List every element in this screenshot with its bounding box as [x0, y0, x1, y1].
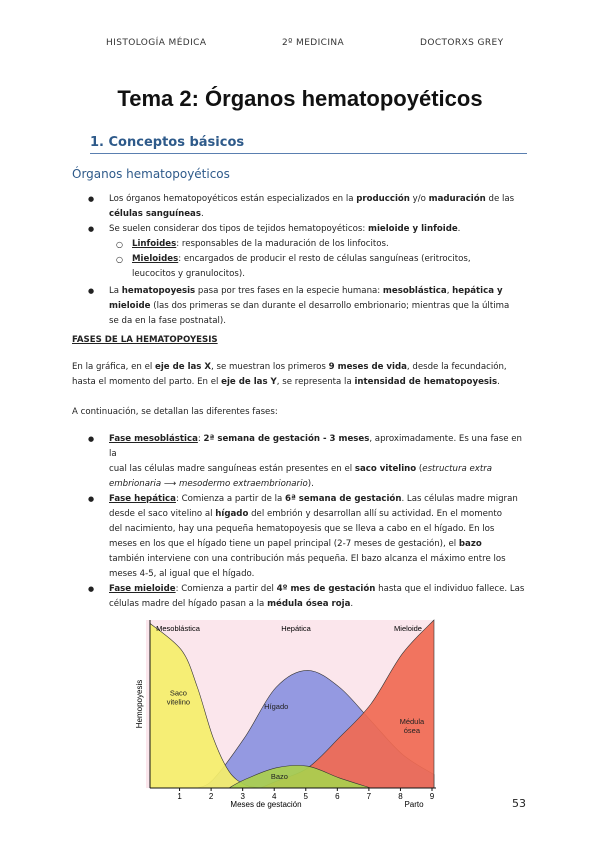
series-label-saco-vitelino: [167, 689, 190, 707]
subsection-heading: Órganos hematopoyéticos: [72, 167, 230, 181]
series-label-line: Bazo: [270, 771, 288, 781]
header-right: DOCTORXS GREY: [420, 38, 504, 48]
hematopoiesis-chart: [135, 620, 446, 810]
x-end-label: Parto: [404, 800, 424, 809]
page-number: 53: [512, 797, 526, 810]
series-label-hígado: [264, 702, 288, 711]
list-item: ● Fase mesoblástica: 2ª semana de gestación - 3 meses, aproximadamente. Es una fase en la cual las células madre sanguíneas están presentes en el saco vitelino (estructura extra embrionaria ⟶ mesodermo extraembrionario).: [72, 432, 527, 492]
header-left: HISTOLOGÍA MÉDICA: [106, 38, 207, 48]
series-label-line: Saco: [169, 688, 187, 698]
x-tick-label: 2: [208, 792, 214, 801]
series-label-bazo: [271, 772, 288, 781]
series-label-line: ósea: [403, 726, 421, 736]
header-center: 2º MEDICINA: [282, 38, 345, 48]
y-axis-label: Hemopoyesis: [135, 679, 144, 729]
series-label-line: Hígado: [264, 702, 289, 712]
list-item: ● Los órganos hematopoyéticos están especializados en la producción y/o maduración de las células sanguíneas.: [72, 192, 527, 222]
x-axis-label: Meses de gestación: [230, 800, 302, 809]
list-item: ● Se suelen considerar dos tipos de tejidos hematopoyéticos: mieloide y linfoide.: [72, 222, 527, 237]
list-item: ● Fase mieloide: Comienza a partir del 4º mes de gestación hasta que el individuo fallece. Las células madre del hígado pasan a la médula ósea roja.: [72, 582, 527, 612]
x-tick-label: 1: [177, 792, 182, 801]
x-tick-label: 4: [271, 792, 277, 801]
section-heading: 1. Conceptos básicos: [90, 135, 527, 154]
x-tick-label: 6: [335, 792, 340, 801]
concepts-list: [72, 192, 527, 329]
paragraph-intro: A continuación, se detallan las diferentes fases:: [72, 407, 278, 417]
phases-list: [72, 432, 527, 612]
x-tick-label: 3: [240, 792, 245, 801]
phase-label-hepatica: Hepática: [281, 624, 311, 633]
series-label-line: Médula: [399, 717, 425, 727]
fases-heading: FASES DE LA HEMATOPOYESIS: [72, 335, 218, 345]
series-label-line: vitelino: [166, 697, 191, 707]
phase-label-mesoblastica: Mesoblástica: [156, 624, 200, 633]
x-tick-label: 9: [429, 792, 435, 801]
sub-list-item: ○ Linfoides: responsables de la maduración de los linfocitos.: [72, 237, 527, 252]
phase-label-mieloide: Mieloide: [394, 624, 422, 633]
x-tick-label: 8: [398, 792, 403, 801]
x-tick-label: 5: [303, 792, 309, 801]
page-title: Tema 2: Órganos hematopoyéticos: [117, 86, 483, 111]
x-tick-label: 7: [366, 792, 372, 801]
sub-list-item: ○ Mieloides: encargados de producir el resto de células sanguíneas (eritrocitos, leucocitos y granulocitos).: [72, 252, 527, 282]
paragraph-axes: En la gráfica, en el eje de las X, se muestran los primeros 9 meses de vida, desde la fecundación, hasta el momento del parto. En el eje de las Y, se representa la intensidad de hematopoyesis.: [72, 362, 507, 387]
list-item: ● La hematopoyesis pasa por tres fases en la especie humana: mesoblástica, hepática y mieloide (las dos primeras se dan durante el desarrollo embrionario; mientras que la última se da en la fase postnatal).: [72, 284, 527, 329]
list-item: ● Fase hepática: Comienza a partir de la 6ª semana de gestación. Las células madre migran desde el saco vitelino al hígado del embrión y desarrollan allí su actividad. En el momento del nacimiento, hay una pequeña hematopoyesis que se lleva a cabo en el hígado. En los meses en los que el hígado tiene un papel principal (2-7 meses de gestación), el bazo también interviene con una contribución más pequeña. El bazo alcanza el máximo entre los meses 4-5, al igual que el hígado.: [72, 492, 527, 582]
